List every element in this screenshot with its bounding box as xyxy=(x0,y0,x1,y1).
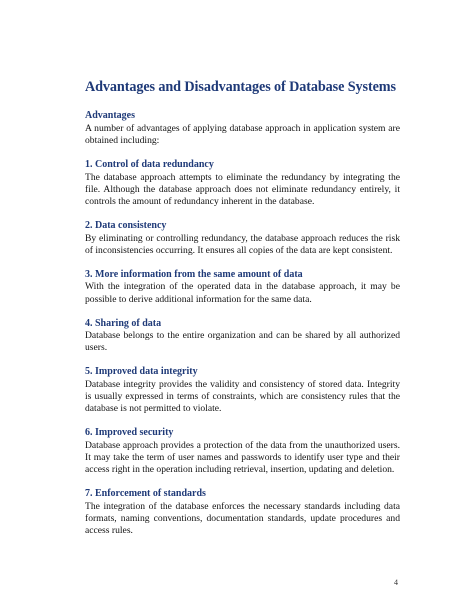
page-title: Advantages and Disadvantages of Database Systems xyxy=(85,79,396,95)
section-heading: 6. Improved security xyxy=(85,427,174,439)
section-heading: 3. More information from the same amount of data xyxy=(85,268,303,280)
advantages-heading: Advantages xyxy=(85,110,136,121)
section-improved-security xyxy=(85,427,400,476)
intro-paragraph: A number of advantages of applying database approach in application system are obtained including: xyxy=(85,122,400,146)
page-number: 4 xyxy=(394,578,398,587)
section-paragraph: Database belongs to the entire organization and can be shared by all authorized users. xyxy=(85,330,400,354)
section-enforcement-of-standards xyxy=(85,488,400,537)
section-paragraph: The database approach attempts to eliminate the redundancy by integrating the file. Although the database approach does not eliminate redundancy entirely, it controls the amount of redundancy inherent in the database. xyxy=(85,171,400,208)
section-data-consistency xyxy=(85,220,400,257)
section-heading: 1. Control of data redundancy xyxy=(85,159,214,171)
section-paragraph: Database approach provides a protection of the data from the unauthorized users. It may take the term of user names and passwords to identify user type and their access right in the operation including retrieval, insertion, updating and deletion. xyxy=(85,439,400,476)
section-data-redundancy xyxy=(85,159,400,208)
section-paragraph: By eliminating or controlling redundancy, the database approach reduces the risk of inconsistencies occurring. It ensures all copies of the data are kept consistent. xyxy=(85,232,400,257)
section-heading: 4. Sharing of data xyxy=(85,317,162,329)
document-page xyxy=(85,79,400,549)
intro-block xyxy=(85,110,400,147)
section-heading: 5. Improved data integrity xyxy=(85,366,198,378)
section-heading: 2. Data consistency xyxy=(85,220,167,232)
section-paragraph: The integration of the database enforces the necessary standards including data formats, naming conventions, documentation standards, update procedures and access rules. xyxy=(85,500,400,537)
section-sharing-of-data xyxy=(85,318,400,355)
section-more-information xyxy=(85,269,400,306)
section-data-integrity xyxy=(85,366,400,415)
section-heading: 7. Enforcement of standards xyxy=(85,488,206,500)
section-paragraph: Database integrity provides the validity and consistency of stored data. Integrity is usually expressed in terms of constraints, which are consistency rules that the database is not permitted to violate. xyxy=(85,378,400,415)
section-paragraph: With the integration of the operated data in the database approach, it may be possible to derive additional information for the same data. xyxy=(85,281,400,305)
